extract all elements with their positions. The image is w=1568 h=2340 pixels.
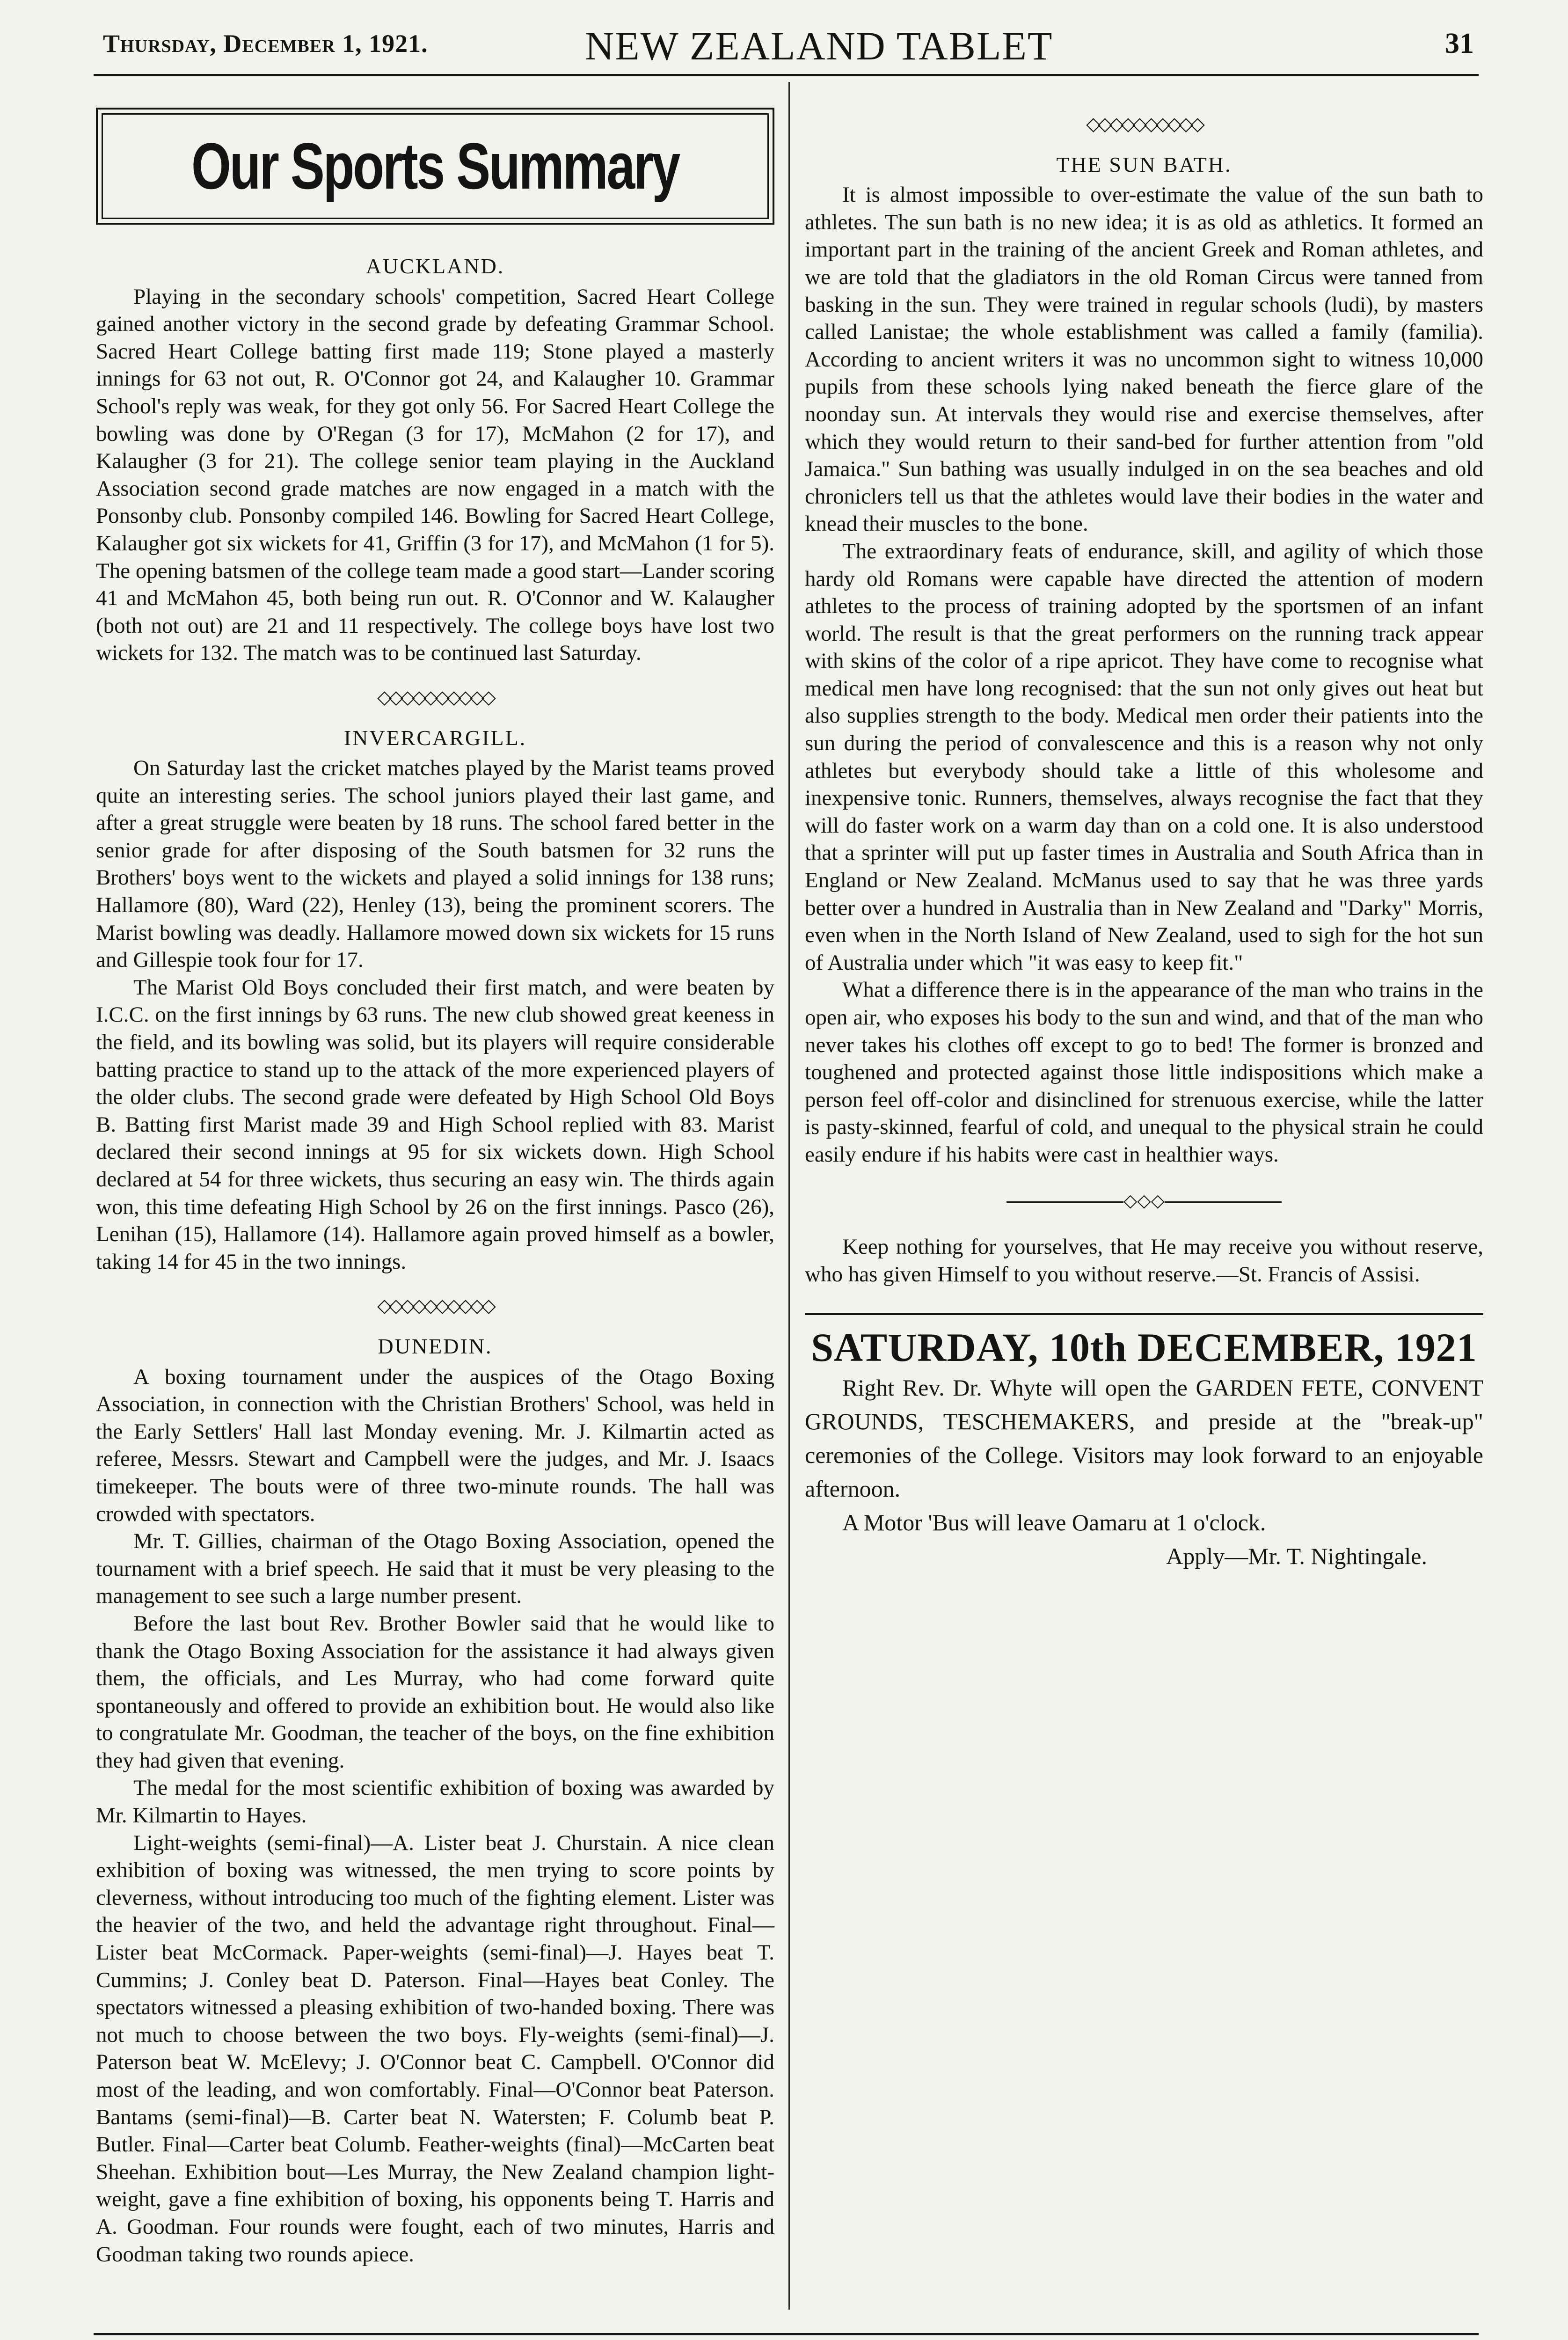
page-number: 31: [1445, 28, 1474, 59]
section-heading-sun-bath: THE SUN BATH.: [1056, 152, 1232, 176]
left-column: [96, 94, 774, 2268]
right-column: [805, 94, 1483, 1573]
running-header: [94, 19, 1479, 75]
announcement-paragraph: Right Rev. Dr. Whyte will open the GARDEN FETE, CONVENT GROUNDS, TESCHEMAKERS, and preside at the "break-up" ceremonies of the College. Visitors may look forward to an enjoyable afternoon.: [805, 1374, 1483, 1502]
ornament-divider: ◇◇◇◇◇◇◇◇◇◇: [377, 1295, 493, 1316]
masthead-title: NEW ZEALAND TABLET: [585, 23, 1053, 68]
article-paragraph: It is almost impossible to over-estimate the value of the sun bath to athletes. The sun bath is no new idea; it is as old as athletics. It formed an important part in the training of the ancient Greek and Roman athletes, and we are told that the gladiators in the old Roman Circus were tanned from basking in the sun. They were trained in regular schools (ludi), by masters called Lanistae; the whole establishment was called a family (familia). According to ancient writers it was no uncommon sight to witness 10,000 pupils from these schools lying naked beneath the fierce glare of the noonday sun. At intervals they would rise and exercise themselves, after which they would return to their sand-bed for further attention from "old Jamaica." Sun bathing was usually indulged in on the sea beaches and old chroniclers tell us that the athletes would lave their bodies in the water and knead their muscles to the bone.: [805, 183, 1483, 536]
short-ornament-divider: ◇◇◇: [805, 1187, 1483, 1215]
article-paragraph: Before the last bout Rev. Brother Bowler said that he would like to thank the Otago Boxing Association for the assistance it had always given them, the officials, and Les Murray, who had come forward quite spontaneously and offered to provide an exhibition bout. He would also like to congratulate Mr. Goodman, the teacher of the boys, on the fine exhibition they had given that evening.: [96, 1611, 774, 1773]
sports-heading-box: [96, 108, 774, 225]
announcement-apply: Apply—Mr. T. Nightingale.: [1166, 1543, 1427, 1569]
quote: Keep nothing for yourselves, that He may receive you without reserve, who has given Himself to you without reserve.—St. Francis of Assisi.: [805, 1235, 1483, 1287]
article-paragraph: What a difference there is in the appearance of the man who trains in the open air, who exposes his body to the sun and wind, and that of the man who never takes his clothes off except to go to bed! The former is bronzed and toughened and protected against those little indispositions which make a person feel off-color and disinclined for strenuous exercise, while the latter is pasty-skinned, fearful of cold, and unequal to the physical strain he could easily endure if his habits were cast in healthier ways.: [805, 978, 1483, 1167]
header-rule: [94, 74, 1479, 76]
announcement-paragraph: A Motor 'Bus will leave Oamaru at 1 o'clock.: [842, 1509, 1266, 1536]
announcement-rule: [805, 1313, 1483, 1315]
ad-rule: [94, 2333, 1479, 2335]
announcement: [805, 1325, 1483, 1573]
article-paragraph: The extraordinary feats of endurance, skill, and agility of which those hardy old Romans were capable have directed the attention of modern athletes to the process of training adopted by the sportsmen of an infant world. The result is that the great performers on the running track appear with skins of the color of a ripe apricot. They have come to recognise what medical men have long recognised: that the sun not only gives out heat but also supplies strength to the body. Medical men order their patients into the sun during the period of convalescence and this is a reason why not only athletes but everybody should take a little of this wholesome and inexpensive tonic. Runners, themselves, always recognise the fact that they will do faster work on a warm day than on a cold one. It is also understood that a sprinter will put up faster times in Australia and South Africa than in England or New Zealand. McManus used to say that he was three yards better over a hundred in Australia than in New Zealand and "Darky" Morris, even when in the North Island of New Zealand, used to sigh for the hot sun of Australia under which "it was easy to keep fit.": [805, 539, 1483, 975]
column-divider: [788, 82, 790, 2310]
ornament-divider: ◇◇◇◇◇◇◇◇◇◇: [377, 686, 493, 708]
sports-heading: Our Sports Summary: [191, 129, 679, 203]
article-paragraph: The Marist Old Boys concluded their first match, and were beaten by I.C.C. on the first innings by 63 runs. The new club showed great keeness in the field, and its bowling was solid, but its players will require considerable batting practice to stand up to the attack of the more experienced players of the older clubs. The second grade were defeated by High School Old Boys B. Batting first Marist made 39 and High School replied with 83. Marist declared their second innings at 95 for six wickets down. High School declared at 54 for three wickets, thus securing an easy win. The thirds again won, this time defeating High School by 26 on the first innings. Pasco (26), Lenihan (15), Hallamore (14). Hallamore again proved himself as a bowler, taking 14 for 45 in the two innings.: [96, 975, 774, 1274]
ornament-divider: ◇◇◇◇◇◇◇◇◇◇: [1086, 113, 1202, 134]
article-paragraph: Mr. T. Gillies, chairman of the Otago Boxing Association, opened the tournament with a brief speech. He said that it must be very pleasing to the management to see such a large number present.: [96, 1529, 774, 1609]
section-heading-auckland: AUCKLAND.: [365, 254, 505, 278]
article-paragraph: The medal for the most scientific exhibition of boxing was awarded by Mr. Kilmartin to Hayes.: [96, 1776, 774, 1828]
article-paragraph: A boxing tournament under the auspices of the Otago Boxing Association, in connection with the Christian Brothers' School, was held in the Early Settlers' Hall last Monday evening. Mr. J. Kilmartin acted as referee, Messrs. Stewart and Campbell were the judges, and Mr. J. Isaacs timekeeper. The bouts were of three two-minute rounds. The hall was crowded with spectators.: [96, 1364, 774, 1526]
article-paragraph: Light-weights (semi-final)—A. Lister beat J. Churstain. A nice clean exhibition of boxing was witnessed, the men trying to score points by cleverness, without introducing too much of the fighting element. Lister was the heavier of the two, and held the advantage right throughout. Final—Lister beat McCormack. Paper-weights (semi-final)—J. Hayes beat T. Cummins; J. Conley beat D. Paterson. Final—Hayes beat Conley. The spectators witnessed a pleasing exhibition of two-handed boxing. There was not much to choose between the two boys. Fly-weights (semi-final)—J. Paterson beat W. McElevy; J. O'Connor beat C. Campbell. O'Connor did most of the leading, and won comfortably. Final—O'Connor beat Paterson. Bantams (semi-final)—B. Carter beat N. Watersten; F. Columb beat P. Butler. Final—Carter beat Columb. Feather-weights (final)—McCarten beat Sheehan. Exhibition bout—Les Murray, the New Zealand champion light-weight, gave a fine exhibition of boxing, his opponents being T. Harris and A. Goodman. Four rounds were fought, each of two minutes, Harris and Goodman taking two rounds apiece.: [96, 1830, 774, 2267]
section-heading-dunedin: DUNEDIN.: [378, 1334, 493, 1358]
section-heading-invercargill: INVERCARGILL.: [343, 725, 527, 750]
article-paragraph: On Saturday last the cricket matches played by the Marist teams proved quite an interesting series. The school juniors played their last game, and after a great struggle were beaten by 18 runs. The school fared better in the senior grade for after disposing of the South batsmen for 32 runs the Brothers' boys went to the wickets and played a solid innings for 138 runs; Hallamore (80), Ward (22), Henley (13), being the prominent scorers. The Marist bowling was deadly. Hallamore mowed down six wickets for 15 runs and Gillespie took four for 17.: [96, 756, 774, 973]
announcement-headline: SATURDAY, 10th DECEMBER, 1921: [811, 1325, 1477, 1370]
article-paragraph: Playing in the secondary schools' competition, Sacred Heart College gained another victory in the second grade by defeating Grammar School. Sacred Heart College batting first made 119; Stone played a masterly innings for 63 not out, R. O'Connor got 24, and Kalaugher 10. Grammar School's reply was weak, for they got only 56. For Sacred Heart College the bowling was done by O'Regan (3 for 17), McMahon (2 for 17), and Kalaugher (3 for 21). The college senior team playing in the Auckland Association second grade matches are now engaged in a match with the Ponsonby club. Ponsonby compiled 146. Bowling for Sacred Heart College, Kalaugher got six wickets for 41, Griffin (3 for 17), and McMahon (1 for 5). The opening batsmen of the college team made a good start—Lander scoring 41 and McMahon 45, both being run out. R. O'Connor and W. Kalaugher (both not out) are 21 and 11 respectively. The college boys have lost two wickets for 132. The match was to be continued last Saturday.: [96, 284, 774, 665]
issue-date: Thursday, December 1, 1921.: [103, 29, 428, 58]
